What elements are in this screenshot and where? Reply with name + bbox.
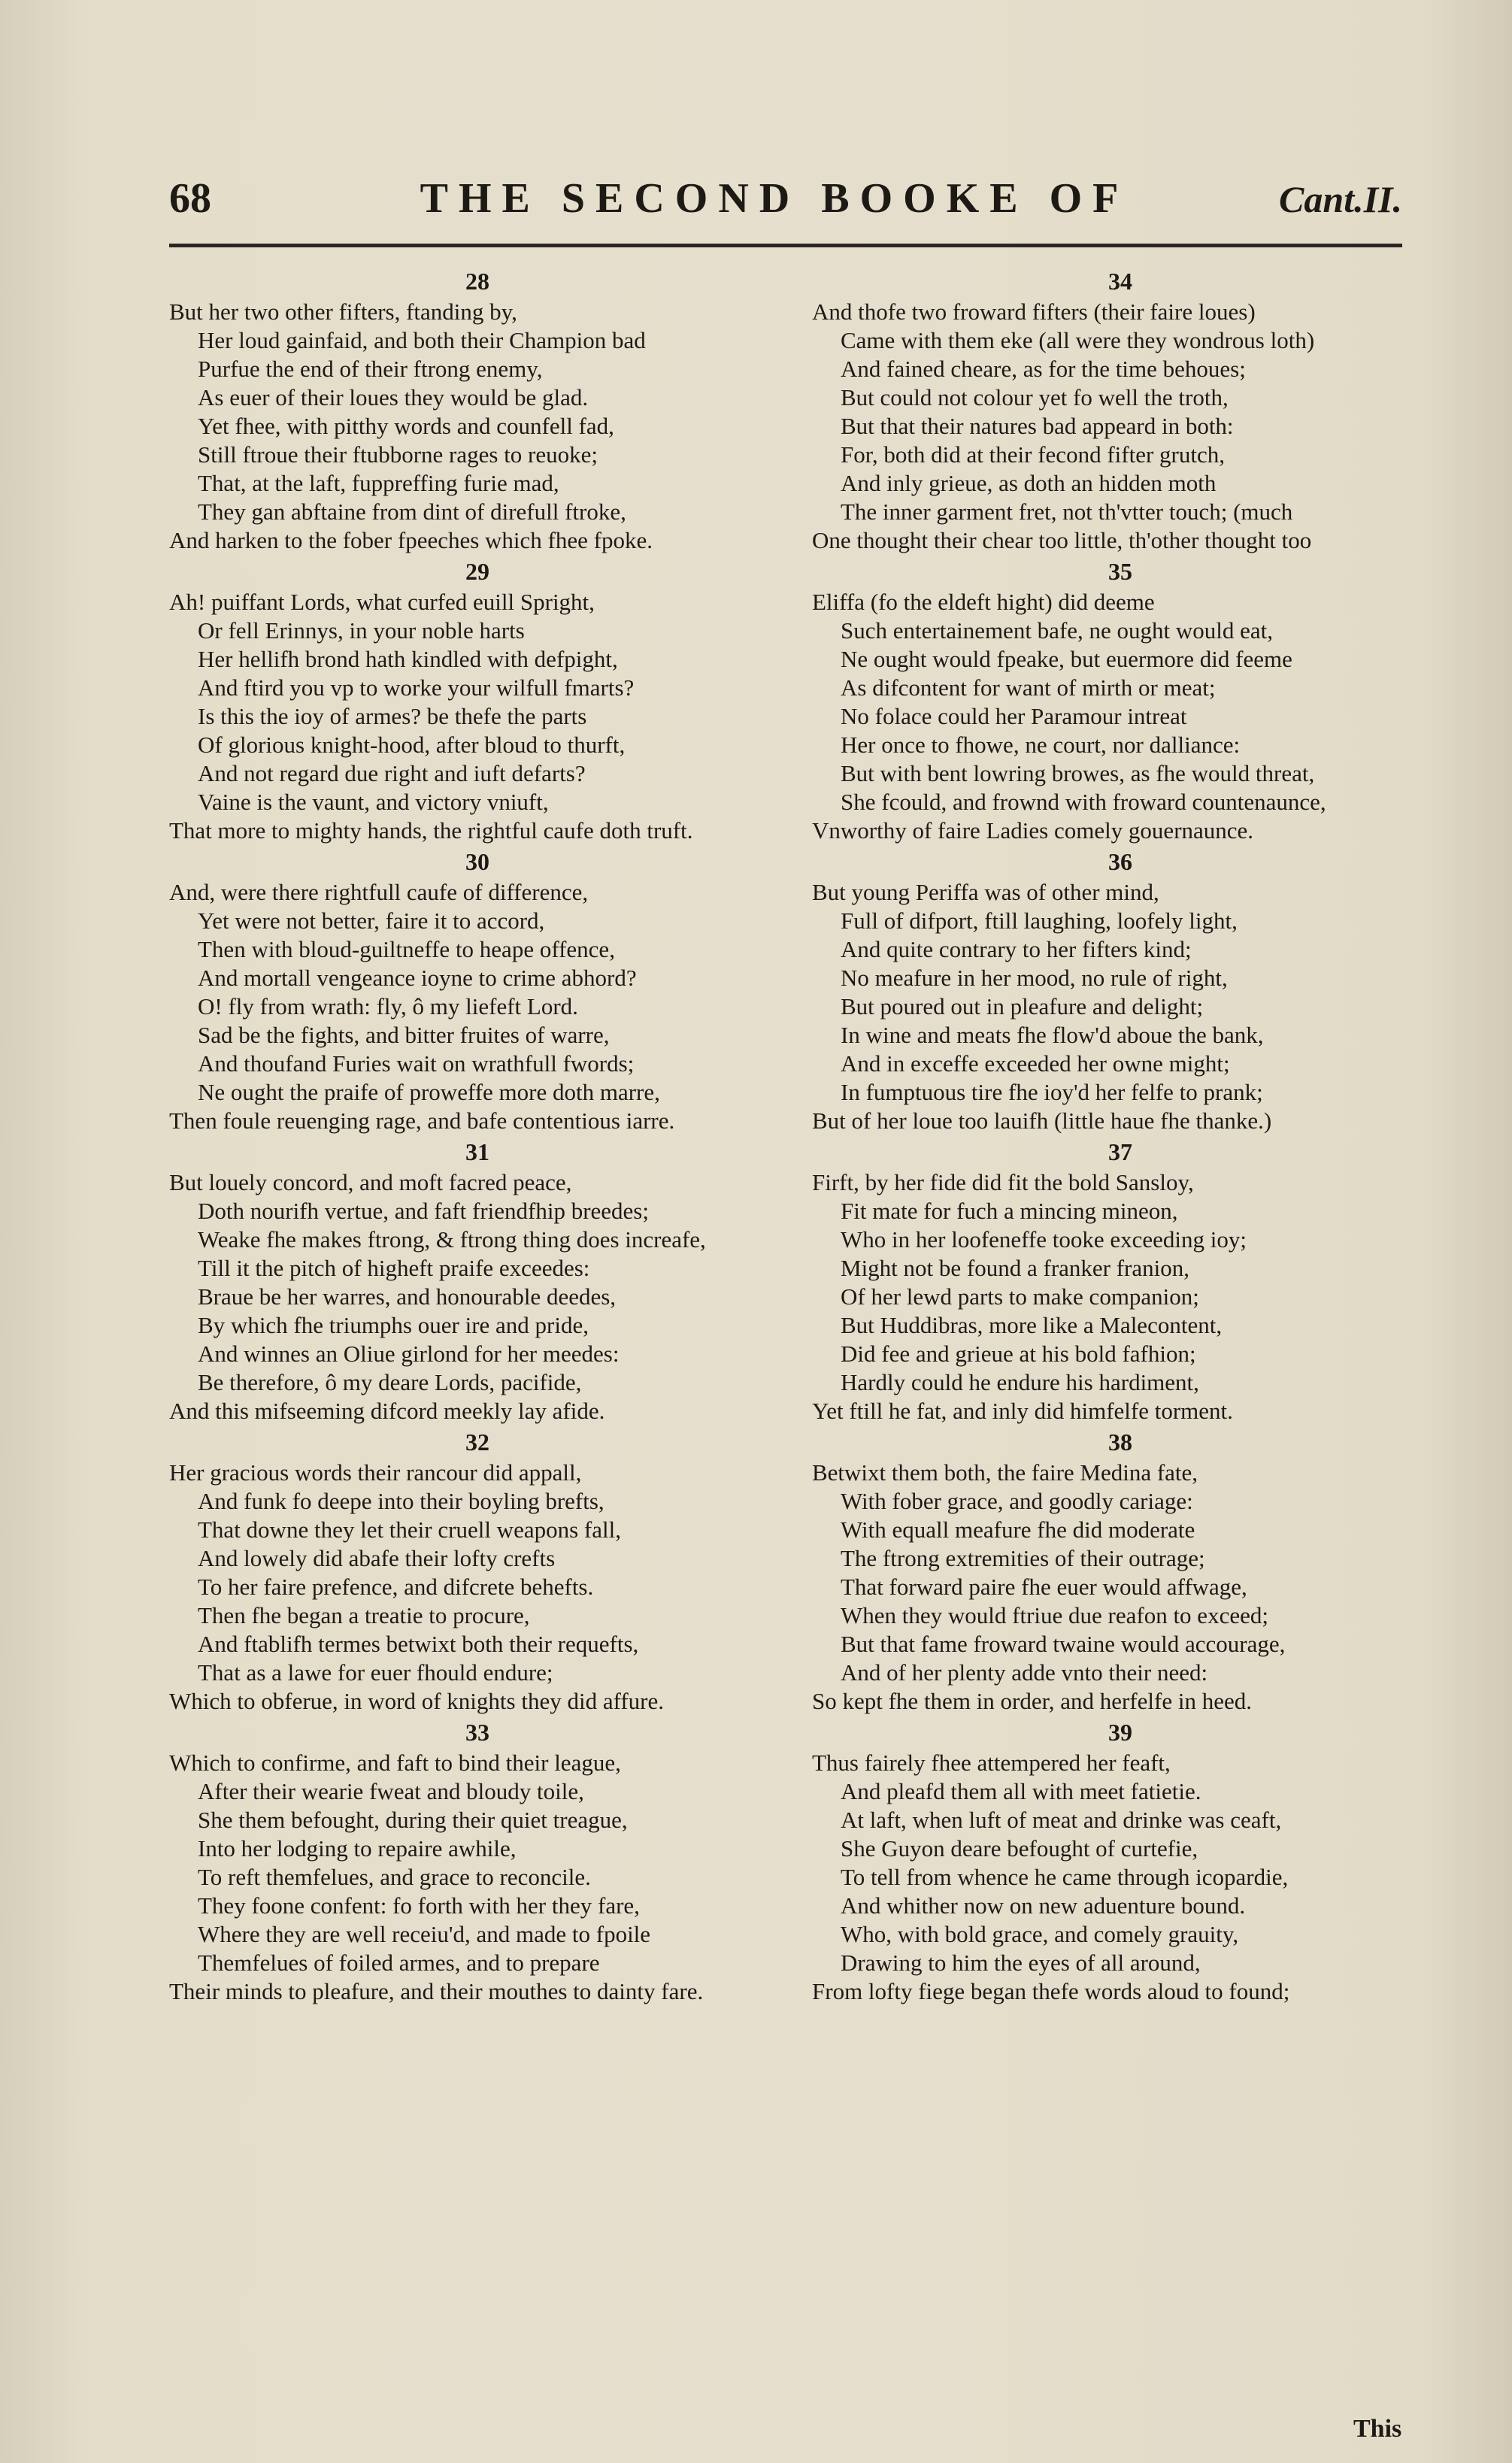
verse-line: She them befought, during their quiet treague, [198, 1807, 628, 1833]
verse-line: But poured out in pleafure and delight; [841, 993, 1204, 1019]
verse-line: Into her lodging to repaire awhile, [198, 1835, 517, 1862]
verse-line: But Huddibras, more like a Malecontent, [841, 1312, 1223, 1338]
verse-line: They foone confent: fo forth with her they fare, [198, 1892, 640, 1919]
verse-line: To reft themfelues, and grace to reconcile. [198, 1864, 591, 1890]
verse-line: Her once to fhowe, ne court, nor dalliance: [841, 732, 1241, 758]
verse-line: But that fame froward twaine would accourage, [841, 1631, 1286, 1657]
stanza [169, 1716, 786, 2006]
verse-line: Thus fairely fhee attempered her feaft, [812, 1750, 1171, 1776]
verse-line: Which to confirme, and faft to bind their league, [169, 1750, 621, 1776]
verse-line: Might not be found a franker franion, [841, 1255, 1190, 1281]
stanza [812, 845, 1429, 1135]
running-title: THE SECOND BOOKE OF [420, 175, 1129, 222]
verse-line: Yet were not better, faire it to accord, [198, 907, 545, 934]
verse-line: From lofty fiege began thefe words aloud to found; [812, 1978, 1290, 2004]
stanza-number: 33 [465, 1719, 489, 1746]
verse-line: And, were there rightfull caufe of difference, [169, 879, 589, 905]
verse-line: As difcontent for want of mirth or meat; [841, 674, 1216, 701]
verse-line: With fober grace, and goodly cariage: [841, 1488, 1193, 1514]
verse-line: Ne ought the praife of proweffe more doth marre, [198, 1079, 660, 1105]
stanza [812, 1425, 1429, 1716]
verse-line: Betwixt them both, the faire Medina fate, [812, 1459, 1198, 1486]
verse-line: That downe they let their cruell weapons fall, [198, 1516, 621, 1543]
verse-line: Then with bloud-guiltneffe to heape offence, [198, 936, 615, 962]
verse-line: Then foule reuenging rage, and bafe contentious iarre. [169, 1107, 675, 1134]
verse-line: And winnes an Oliue girlond for her meedes: [198, 1341, 620, 1367]
verse-line: Is this the ioy of armes? be thefe the parts [198, 703, 587, 729]
verse-line: That more to mighty hands, the rightful caufe doth truft. [169, 817, 693, 844]
verse-line: O! fly from wrath: fly, ô my liefeft Lord. [198, 993, 578, 1019]
stanza-number: 38 [1108, 1428, 1132, 1456]
verse-line: And fained cheare, as for the time behoues; [841, 356, 1246, 382]
verse-line: Ah! puiffant Lords, what curfed euill Spright, [169, 589, 595, 615]
verse-line: Of glorious knight-hood, after bloud to thurft, [198, 732, 626, 758]
verse-line: And quite contrary to her fifters kind; [841, 936, 1192, 962]
stanza-number: 28 [465, 268, 489, 295]
left-column [169, 265, 786, 2006]
verse-line: And mortall vengeance ioyne to crime abhord? [198, 965, 637, 991]
verse-line: Doth nourifh vertue, and faft friendfhip breedes; [198, 1198, 649, 1224]
verse-line: And of her plenty adde vnto their need: [841, 1659, 1208, 1686]
verse-line: But that their natures bad appeard in both: [841, 413, 1234, 439]
verse-line: The ftrong extremities of their outrage; [841, 1545, 1205, 1571]
verse-line: At laft, when luft of meat and drinke was ceaft, [841, 1807, 1282, 1833]
verse-line: To her faire prefence, and difcrete behefts. [198, 1574, 594, 1600]
verse-line: But louely concord, and moft facred peace, [169, 1169, 572, 1195]
stanza-number: 30 [465, 848, 489, 875]
stanza-number: 34 [1108, 268, 1132, 295]
verse-line: But her two other fifters, ftanding by, [169, 298, 517, 325]
verse-line: And whither now on new aduenture bound. [841, 1892, 1246, 1919]
verse-line: And lowely did abafe their lofty crefts [198, 1545, 556, 1571]
stanza-number: 31 [465, 1138, 489, 1165]
verse-line: Their minds to pleafure, and their mouthes to dainty fare. [169, 1978, 704, 2004]
canto-label: Cant.II. [1279, 178, 1402, 220]
verse-line: Then fhe began a treatie to procure, [198, 1602, 530, 1628]
verse-line: Themfelues of foiled armes, and to prepare [198, 1949, 600, 1976]
stanza-number: 37 [1108, 1138, 1132, 1165]
stanza-number: 29 [465, 558, 489, 585]
verse-line: But with bent lowring browes, as fhe would threat, [841, 760, 1315, 786]
verse-line: By which fhe triumphs ouer ire and pride, [198, 1312, 589, 1338]
verse-line: And funk fo deepe into their boyling brefts, [198, 1488, 604, 1514]
verse-line: That forward paire fhe euer would affwage, [841, 1574, 1247, 1600]
stanza [169, 265, 786, 555]
verse-line: But young Periffa was of other mind, [812, 879, 1159, 905]
verse-line: Came with them eke (all were they wondrous loth) [841, 327, 1315, 353]
verse-line: In wine and meats fhe flow'd aboue the bank, [841, 1022, 1264, 1048]
verse-line: Firft, by her fide did fit the bold Sansloy, [812, 1169, 1194, 1195]
verse-line: Drawing to him the eyes of all around, [841, 1949, 1201, 1976]
verse-line: And pleafd them all with meet fatietie. [841, 1778, 1201, 1804]
verse-line: Yet fhee, with pitthy words and counfell fad, [198, 413, 614, 439]
verse-line: As euer of their loues they would be glad. [198, 384, 589, 410]
verse-line: She fcould, and frownd with froward countenaunce, [841, 789, 1326, 815]
page-number: 68 [169, 175, 211, 222]
verse-line: And thoufand Furies wait on wrathfull fwords; [198, 1050, 635, 1077]
verse-line: With equall meafure fhe did moderate [841, 1516, 1195, 1543]
verse-line: Vnworthy of faire Ladies comely gouernaunce. [812, 817, 1254, 844]
stanza-number: 39 [1108, 1719, 1132, 1746]
verse-line: Purfue the end of their ftrong enemy, [198, 356, 543, 382]
verse-line: And not regard due right and iuft defarts? [198, 760, 586, 786]
verse-line: Sad be the fights, and bitter fruites of warre, [198, 1022, 610, 1048]
stanza [169, 845, 786, 1135]
stanza [169, 1135, 786, 1425]
verse-line: When they would ftriue due reafon to exceed; [841, 1602, 1268, 1628]
verse-line: Fit mate for fuch a mincing mineon, [841, 1198, 1178, 1224]
verse-line: Did fee and grieue at his bold fafhion; [841, 1341, 1196, 1367]
verse-line: And this mifseeming difcord meekly lay afide. [169, 1398, 605, 1424]
verse-line: Hardly could he endure his hardiment, [841, 1369, 1199, 1395]
verse-line: That as a lawe for euer fhould endure; [198, 1659, 553, 1686]
verse-line: And thofe two froward fifters (their faire loues) [812, 298, 1256, 325]
header-rule [169, 244, 1402, 247]
verse-line: The inner garment fret, not th'vtter touch; (much [841, 498, 1293, 525]
verse-line: Who, with bold grace, and comely grauity, [841, 1921, 1239, 1947]
verse-line: No meafure in her mood, no rule of right, [841, 965, 1228, 991]
verse-line: No folace could her Paramour intreat [841, 703, 1187, 729]
verse-line: Vaine is the vaunt, and victory vniuft, [198, 789, 549, 815]
verse-line: Weake fhe makes ftrong, & ftrong thing does increafe, [198, 1226, 706, 1253]
verse-line: And ftablifh termes betwixt both their requefts, [198, 1631, 639, 1657]
verse-line: Be therefore, ô my deare Lords, pacifide, [198, 1369, 582, 1395]
verse-line: That, at the laft, fuppreffing furie mad, [198, 470, 559, 496]
verse-line: They gan abftaine from dint of direfull ftroke, [198, 498, 626, 525]
verse-line: Yet ftill he fat, and inly did himfelfe torment. [812, 1398, 1233, 1424]
verse-line: And inly grieue, as doth an hidden moth [841, 470, 1217, 496]
verse-line: Such entertainement bafe, ne ought would eat, [841, 617, 1274, 644]
verse-line: In fumptuous tire fhe ioy'd her felfe to prank; [841, 1079, 1263, 1105]
verse-line: But could not colour yet fo well the troth, [841, 384, 1229, 410]
verse-line: Full of difport, ftill laughing, loofely light, [841, 907, 1238, 934]
verse-line: And ftird you vp to worke your wilfull fmarts? [198, 674, 635, 701]
verse-line: And in exceffe exceeded her owne might; [841, 1050, 1230, 1077]
verse-line: Ne ought would fpeake, but euermore did feeme [841, 646, 1292, 672]
stanza [812, 555, 1429, 845]
catchword: This [1353, 2415, 1402, 2443]
stanza-number: 36 [1108, 848, 1132, 875]
verse-line: One thought their chear too little, th'other thought too [812, 527, 1312, 553]
stanza [169, 555, 786, 845]
stanza [812, 265, 1429, 555]
verse-line: Of her lewd parts to make companion; [841, 1283, 1199, 1310]
verse-line: She Guyon deare befought of curtefie, [841, 1835, 1198, 1862]
verse-line: Till it the pitch of higheft praife exceedes: [198, 1255, 590, 1281]
stanza-number: 35 [1108, 558, 1132, 585]
page-header [169, 174, 1402, 235]
verse-line: Eliffa (fo the eldeft hight) did deeme [812, 589, 1155, 615]
verse-line: Which to obferue, in word of knights they did affure. [169, 1688, 665, 1714]
stanza [812, 1716, 1429, 2006]
verse-line: For, both did at their fecond fifter grutch, [841, 441, 1225, 468]
verse-line: After their wearie fweat and bloudy toile, [198, 1778, 584, 1804]
verse-line: Or fell Erinnys, in your noble harts [198, 617, 525, 644]
stanza [169, 1425, 786, 1716]
verse-line: Who in her loofeneffe tooke exceeding ioy; [841, 1226, 1247, 1253]
verse-line: Her loud gainfaid, and both their Champion bad [198, 327, 646, 353]
verse-line: Where they are well receiu'd, and made to fpoile [198, 1921, 651, 1947]
verse-line: And harken to the fober fpeeches which fhee fpoke. [169, 527, 653, 553]
stanza [812, 1135, 1429, 1425]
verse-line: To tell from whence he came through icopardie, [841, 1864, 1289, 1890]
verse-line: So kept fhe them in order, and herfelfe in heed. [812, 1688, 1252, 1714]
right-column [812, 265, 1429, 2006]
verse-line: Her hellifh brond hath kindled with defpight, [198, 646, 618, 672]
stanza-number: 32 [465, 1428, 489, 1456]
verse-line: But of her loue too lauifh (little haue fhe thanke.) [812, 1107, 1272, 1134]
verse-line: Braue be her warres, and honourable deedes, [198, 1283, 617, 1310]
verse-line: Her gracious words their rancour did appall, [169, 1459, 582, 1486]
verse-line: Still ftroue their ftubborne rages to reuoke; [198, 441, 598, 468]
